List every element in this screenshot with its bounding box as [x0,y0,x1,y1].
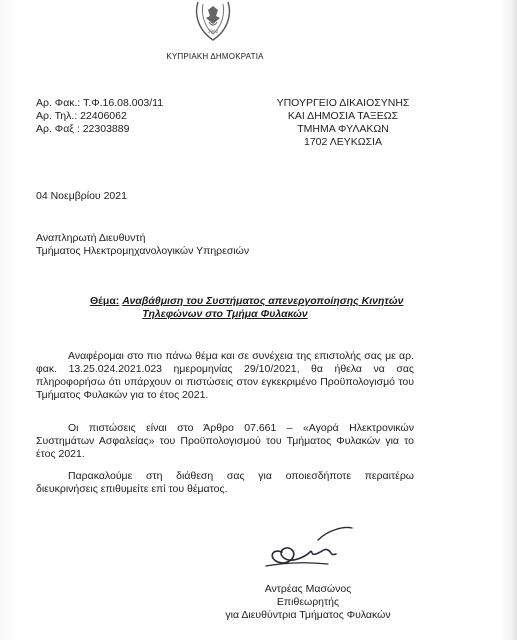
cyprus-coat-of-arms-icon [190,0,236,44]
address-line: ΤΜΗΜΑ ΦΥΛΑΚΩΝ [297,123,389,135]
address-line: ΚΑΙ ΔΗΜΟΣΙΑ ΤΑΞΕΩΣ [287,110,399,122]
body-paragraph: Παρακαλούμε στη διάθεση σας για οποιεσδήποτε περαιτέρω διευκρινήσεις επιθυμείτε επί του θέματος. [36,470,414,495]
letter-date: 04 Νοεμβρίου 2021 [36,190,127,202]
signer-on-behalf: για Διευθύντρια Τμήματος Φυλακών [225,609,391,621]
page-edge-shadow [511,0,517,640]
subject-line: Αναβάθμιση του Συστήματος απενεργοποίησης Κινητών [122,295,404,307]
sender-address [258,97,428,149]
address-line: 1702 ΛΕΥΚΩΣΙΑ [304,136,382,148]
subject-line: Τηλεφώνων στο Τμήμα Φυλακών [142,308,308,320]
reference-block [36,97,163,136]
recipient-block [36,232,249,258]
signer-name: Αντρέας Μασώνος [264,583,352,595]
subject-label: Θέμα: [90,295,120,307]
subject-block [90,295,404,321]
government-name: ΚΥΠΡΙΑΚΗ ΔΗΜΟΚΡΑΤΙΑ [166,52,264,61]
signer-block [200,583,416,622]
phone-number: Αρ. Τηλ.: 22406062 [36,110,127,122]
address-line: ΥΠΟΥΡΓΕΙΟ ΔΙΚΑΙΟΣΥΝΗΣ [276,97,410,109]
svg-text:1960: 1960 [207,29,219,34]
recipient-line: Τμήματος Ηλεκτρομηχανολογικών Υπηρεσιών [36,245,250,257]
signer-title: Επιθεωρητής [276,596,340,608]
fax-number: Αρ. Φαξ : 22303889 [36,123,130,135]
handwritten-signature [258,522,358,574]
recipient-line: Αναπληρωτή Διευθυντή [36,232,146,244]
body-paragraph: Αναφέρομαι στο πιο πάνω θέμα και σε συνέχεια της επιστολής σας με αρ. φακ. 13.25.024.2021.023 ημερομηνίας 29/10/2021, θα ήθελα να σας πληροφορήσω ότι υπάρχουν οι πιστώσεις στον εγκεκριμένο Προϋπολογισμό του Τμήματος Φυλακών για το έτος 2021. [36,350,414,401]
body-paragraph: Οι πιστώσεις είναι στο Άρθρο 07.661 – «Αγορά Ηλεκτρονικών Συστημάτων Ασφαλείας» του Προϋπολογισμού του Τμήματος Φυλακών για το έτος 2021. [36,422,414,460]
file-number: Αρ. Φακ.: Τ.Φ.16.08.003/11 [36,97,164,109]
